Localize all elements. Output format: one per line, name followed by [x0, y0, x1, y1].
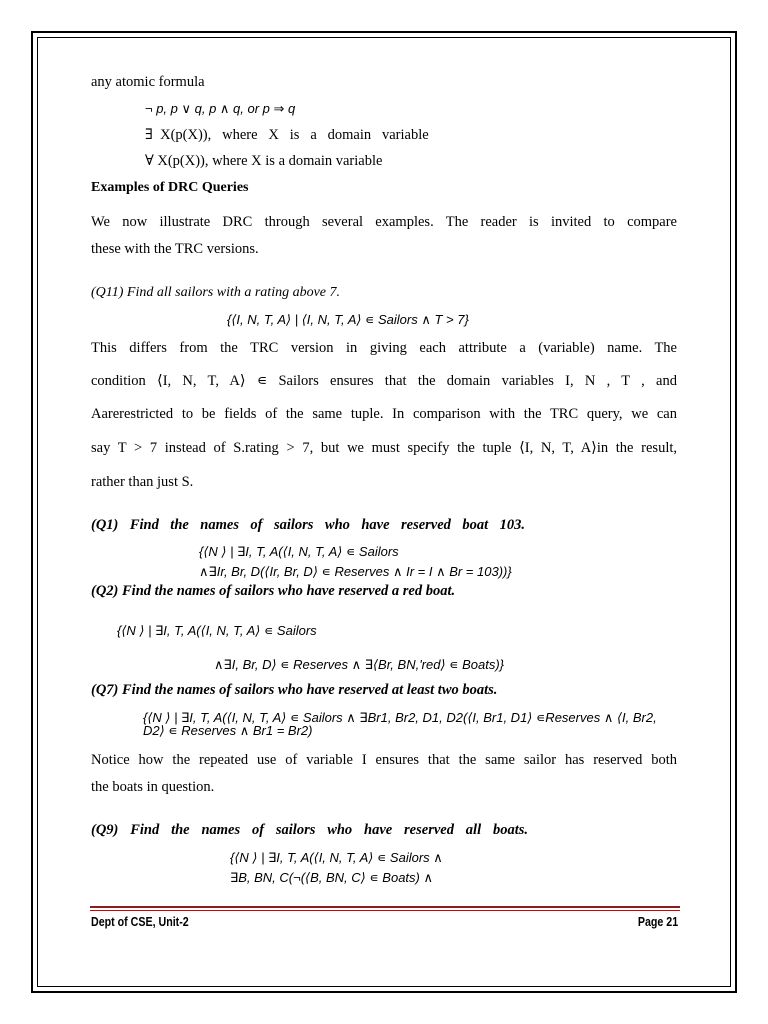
- footer-department: Dept of CSE, Unit-2: [91, 914, 189, 929]
- query-title: (Q11) Find all sailors with a rating above 7.: [91, 285, 341, 300]
- query-title: (Q9) Find the names of sailors who have reserved all boats.: [91, 822, 528, 838]
- text-line: any atomic formula: [91, 74, 205, 90]
- query-formula: {⟨N ⟩ | ∃I, T, A(⟨I, N, T, A⟩ ∊ Sailors ∧: [230, 850, 443, 865]
- paragraph-line: condition ⟨I, N, T, A⟩ ∊ Sailors ensures that the domain variables I, N , T , and: [91, 373, 677, 389]
- query-formula: {⟨N ⟩ | ∃I, T, A(⟨I, N, T, A⟩ ∊ Sailors ∧ ∃Br1, Br2, D1, D2(⟨I, Br1, D1⟩ ∊Reserves ∧ ⟨I, Br2,: [143, 710, 657, 725]
- paragraph-line: the boats in question.: [91, 779, 215, 795]
- query-formula: {⟨N ⟩ | ∃I, T, A(⟨I, N, T, A⟩ ∊ Sailors: [199, 544, 399, 559]
- paragraph-line: Notice how the repeated use of variable I ensures that the same sailor has reserved both: [91, 752, 677, 768]
- paragraph-line: We now illustrate DRC through several examples. The reader is invited to compare: [91, 214, 677, 230]
- query-title: (Q1) Find the names of sailors who have reserved boat 103.: [91, 517, 525, 533]
- paragraph-line: these with the TRC versions.: [91, 241, 259, 257]
- footer-rule: [90, 910, 680, 911]
- query-formula: {⟨N ⟩ | ∃I, T, A(⟨I, N, T, A⟩ ∊ Sailors: [117, 623, 317, 638]
- footer-rule: [90, 906, 680, 908]
- query-formula: D2⟩ ∊ Reserves ∧ Br1 = Br2): [143, 723, 313, 738]
- query-formula: {⟨I, N, T, A⟩ | ⟨I, N, T, A⟩ ∊ Sailors ∧ T > 7}: [227, 312, 469, 327]
- page-number: Page 21: [637, 914, 678, 929]
- section-heading: Examples of DRC Queries: [91, 180, 249, 195]
- paragraph-line: say T > 7 instead of S.rating > 7, but we must specify the tuple ⟨I, N, T, A⟩in the result,: [91, 440, 677, 456]
- formula-line: ¬ p, p ∨ q, p ∧ q, or p ⇒ q: [145, 101, 296, 116]
- query-formula: ∧∃I, Br, D⟩ ∊ Reserves ∧ ∃⟨Br, BN,'red⟩ ∊ Boats)}: [214, 657, 505, 672]
- query-title: (Q2) Find the names of sailors who have reserved a red boat.: [91, 583, 456, 599]
- formula-line: ∃ X(p(X)), where X is a domain variable: [145, 127, 429, 143]
- formula-line: ∀ X(p(X)), where X is a domain variable: [145, 153, 383, 169]
- paragraph-line: rather than just S.: [91, 474, 194, 490]
- query-formula: ∧∃Ir, Br, D(⟨Ir, Br, D⟩ ∊ Reserves ∧ Ir = I ∧ Br = 103))}: [199, 564, 512, 579]
- paragraph-line: Aarerestricted to be fields of the same tuple. In comparison with the TRC query, we can: [91, 406, 677, 422]
- paragraph-line: This differs from the TRC version in giving each attribute a (variable) name. The: [91, 340, 677, 356]
- query-title: (Q7) Find the names of sailors who have reserved at least two boats.: [91, 682, 498, 698]
- query-formula: ∃B, BN, C(¬(⟨B, BN, C⟩ ∊ Boats) ∧: [230, 870, 433, 885]
